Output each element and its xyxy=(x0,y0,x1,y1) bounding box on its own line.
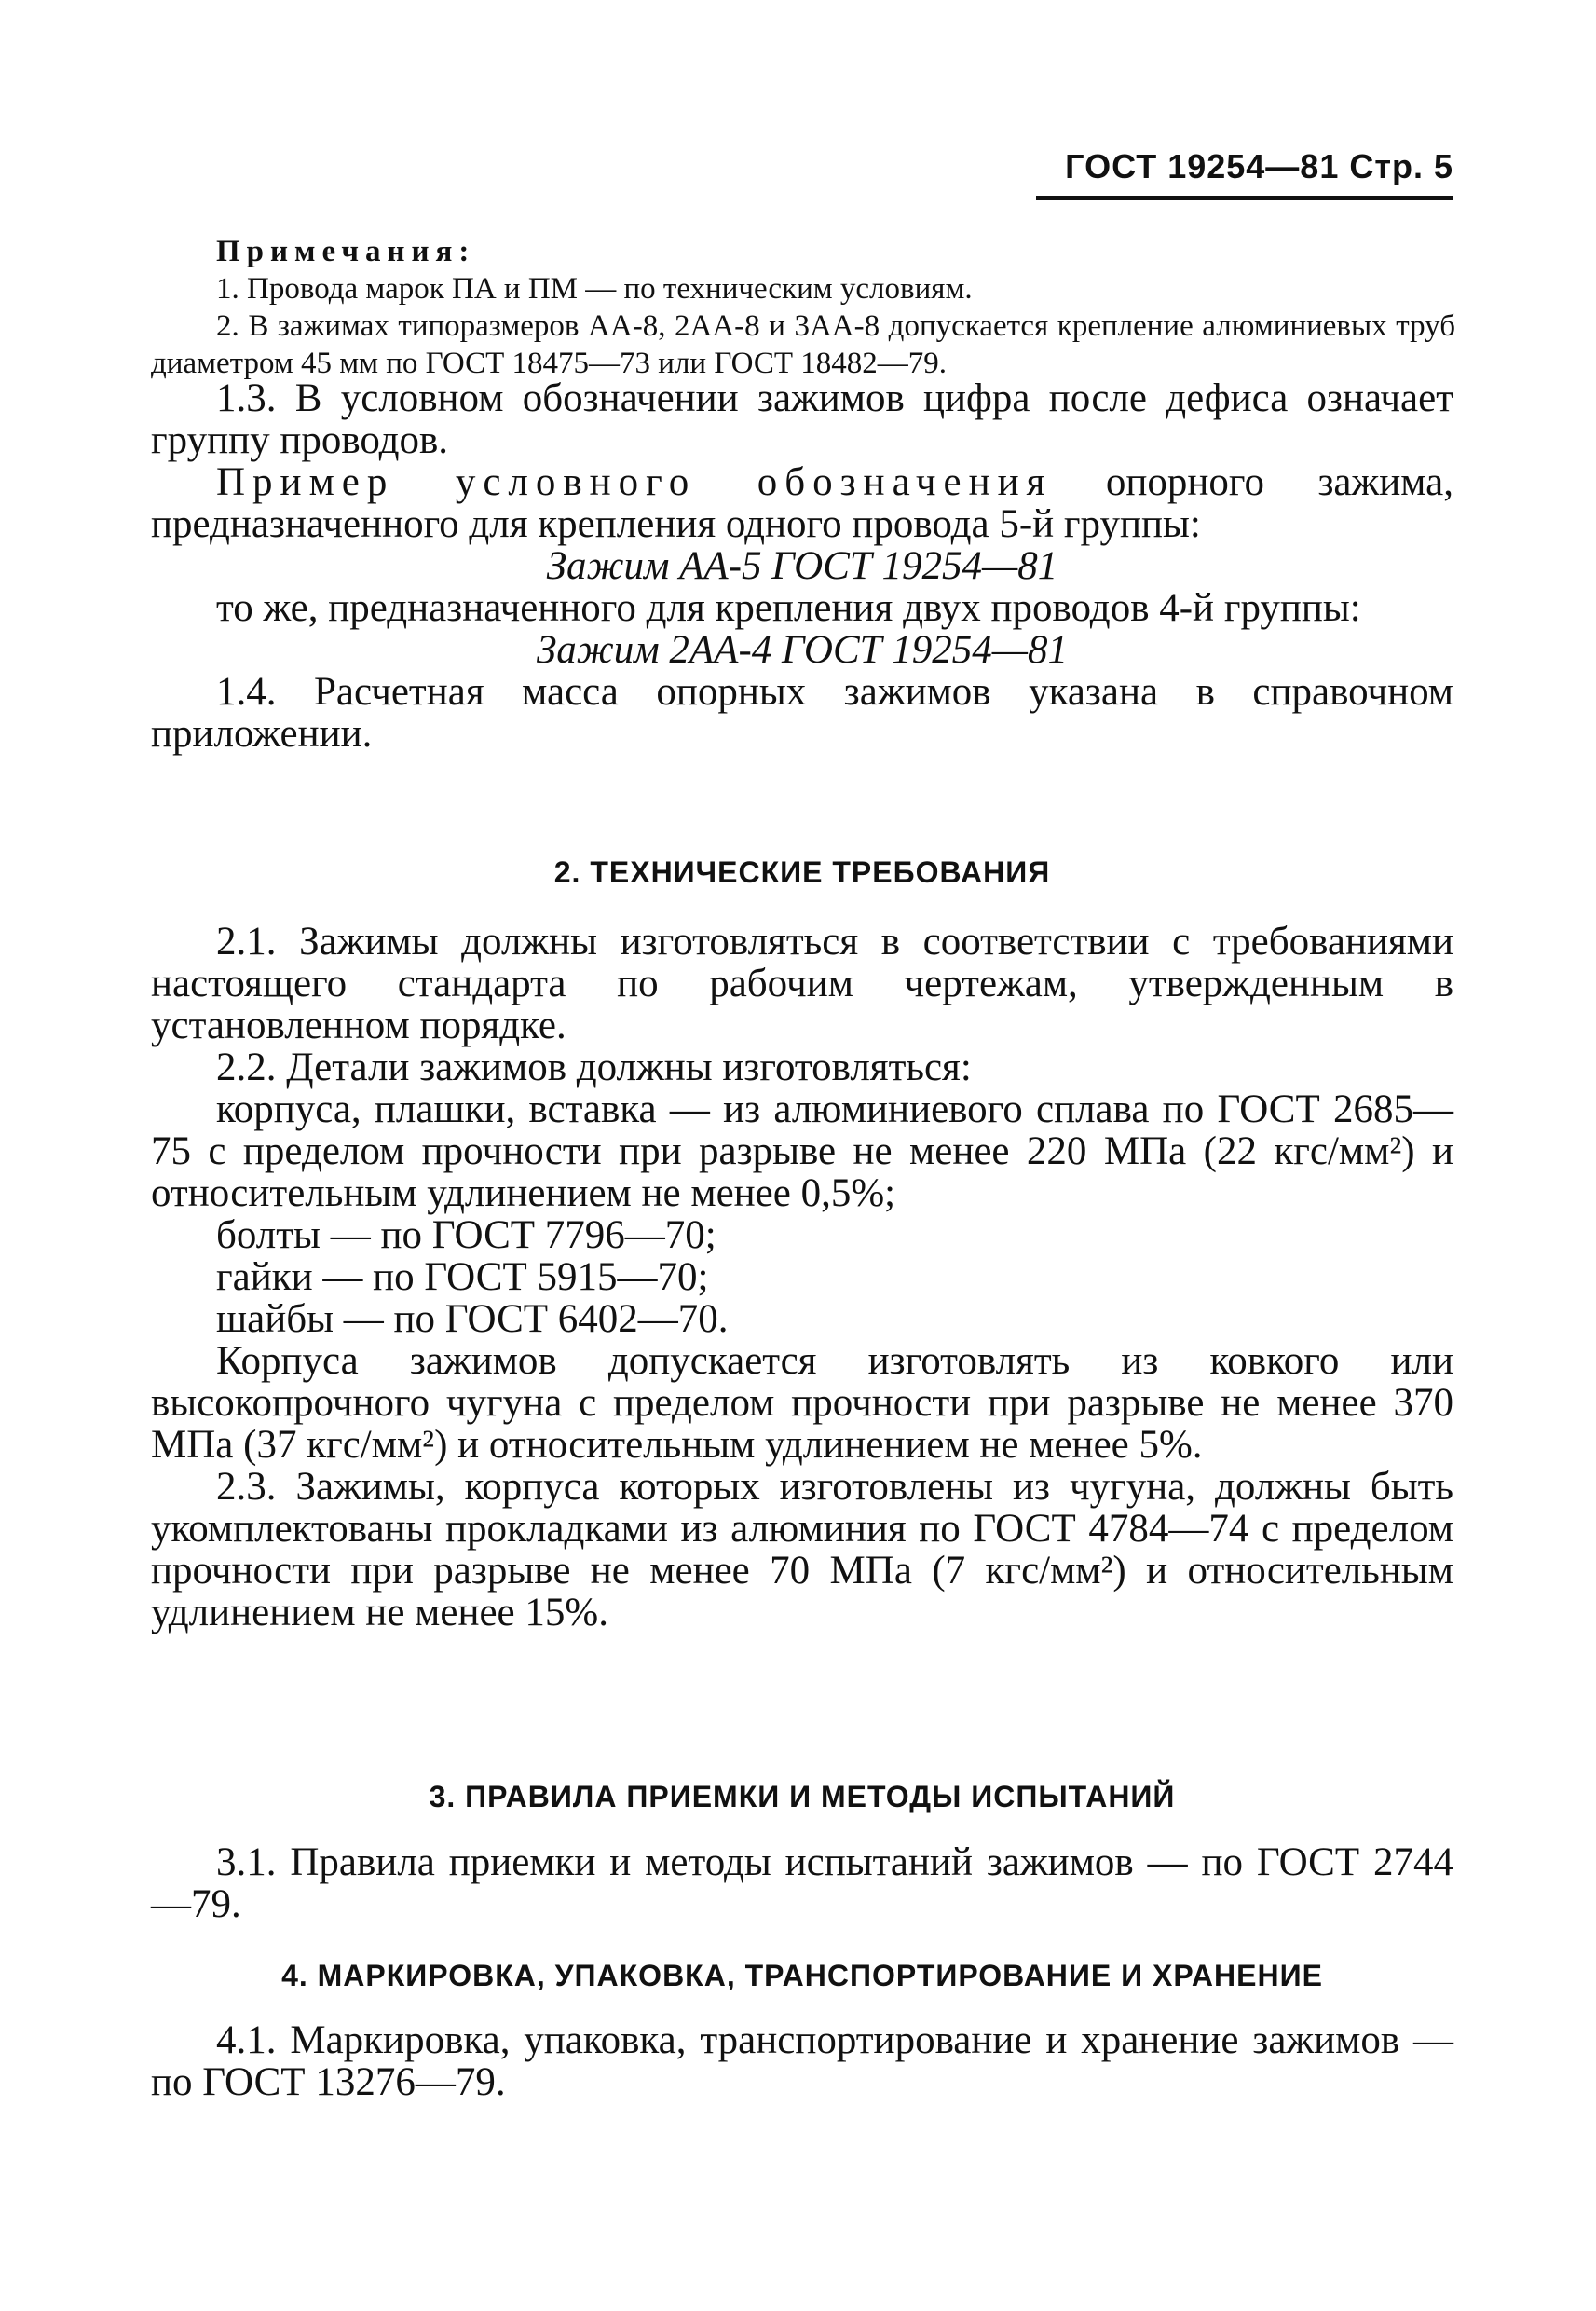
clause-4-1: 4.1. Маркировка, упаковка, транспортирование и хранение зажимов — по ГОСТ 13276—79. xyxy=(151,2018,1453,2104)
section-3-title: 3. ПРАВИЛА ПРИЕМКИ И МЕТОДЫ ИСПЫТАНИЙ xyxy=(429,1780,1176,1813)
designation-2: Зажим 2АА-4 ГОСТ 19254—81 xyxy=(536,628,1069,672)
clause-2-2: 2.2. Детали зажимов должны изготовляться: xyxy=(216,1046,972,1089)
designation-1: Зажим АА-5 ГОСТ 19254—81 xyxy=(546,544,1058,588)
section-2-body xyxy=(151,921,1453,1634)
notes-block xyxy=(151,233,1455,382)
header-rule xyxy=(1036,196,1453,200)
section-4-body xyxy=(151,2019,1453,2103)
page-header: ГОСТ 19254—81 Стр. 5 xyxy=(1065,147,1453,185)
example-paragraph xyxy=(151,461,1453,545)
note-1: 1. Провода марок ПА и ПМ — по техническим условиям. xyxy=(216,272,973,306)
bolts-item: болты — по ГОСТ 7796—70; xyxy=(216,1213,716,1257)
section-1-body xyxy=(151,377,1453,755)
clause-1-3: 1.3. В условном обозначении зажимов цифра после дефиса означает группу проводов. xyxy=(151,376,1453,462)
note-2: 2. В зажимах типоразмеров АА-8, 2АА-8 и 3АА-8 допускается крепление алюминиевых труб диаметром 45 мм по ГОСТ 18475—73 или ГОСТ 18482—79. xyxy=(151,309,1455,380)
notes-title: Примечания: xyxy=(216,235,476,268)
clause-1-4: 1.4. Расчетная масса опорных зажимов указана в справочном приложении. xyxy=(151,670,1453,756)
nuts-item: гайки — по ГОСТ 5915—70; xyxy=(216,1255,709,1299)
example-label: Пример условного обозначения xyxy=(216,460,1053,504)
example-rest: опорного зажима, предназначенного для крепления одного провода 5-й группы: xyxy=(151,460,1453,546)
section-3-body xyxy=(151,1841,1453,1925)
clause-2-1: 2.1. Зажимы должны изготовляться в соответствии с требованиями настоящего стандарта по рабочим чертежам, утвержденным в установленном порядке. xyxy=(151,920,1453,1047)
cast-iron-paragraph: Корпуса зажимов допускается изготовлять из ковкого или высокопрочного чугуна с пределом прочности при разрыве не менее 370 МПа (37 кгс/мм²) и относительным удлинением не менее 5%. xyxy=(151,1339,1453,1467)
clause-3-1: 3.1. Правила приемки и методы испытаний зажимов — по ГОСТ 2744—79. xyxy=(151,1840,1453,1926)
section-4-title: 4. МАРКИРОВКА, УПАКОВКА, ТРАНСПОРТИРОВАНИЕ И ХРАНЕНИЕ xyxy=(281,1959,1323,1992)
clause-2-3: 2.3. Зажимы, корпуса которых изготовлены из чугуна, должны быть укомплектованы прокладками из алюминия по ГОСТ 4784—74 с пределом прочности при разрыве не менее 70 МПа (7 кгс/мм²) и относительным удлинением не менее 15%. xyxy=(151,1465,1453,1634)
same-paragraph: то же, предназначенного для крепления двух проводов 4-й группы: xyxy=(216,586,1361,630)
washers-item: шайбы — по ГОСТ 6402—70. xyxy=(216,1297,729,1341)
section-2-title: 2. ТЕХНИЧЕСКИЕ ТРЕБОВАНИЯ xyxy=(553,855,1051,889)
materials-item: корпуса, плашки, вставка — из алюминиевого сплава по ГОСТ 2685—75 с пределом прочности при разрыве не менее 220 МПа (22 кгс/мм²) и относительным удлинением не менее 0,5%; xyxy=(151,1087,1453,1215)
